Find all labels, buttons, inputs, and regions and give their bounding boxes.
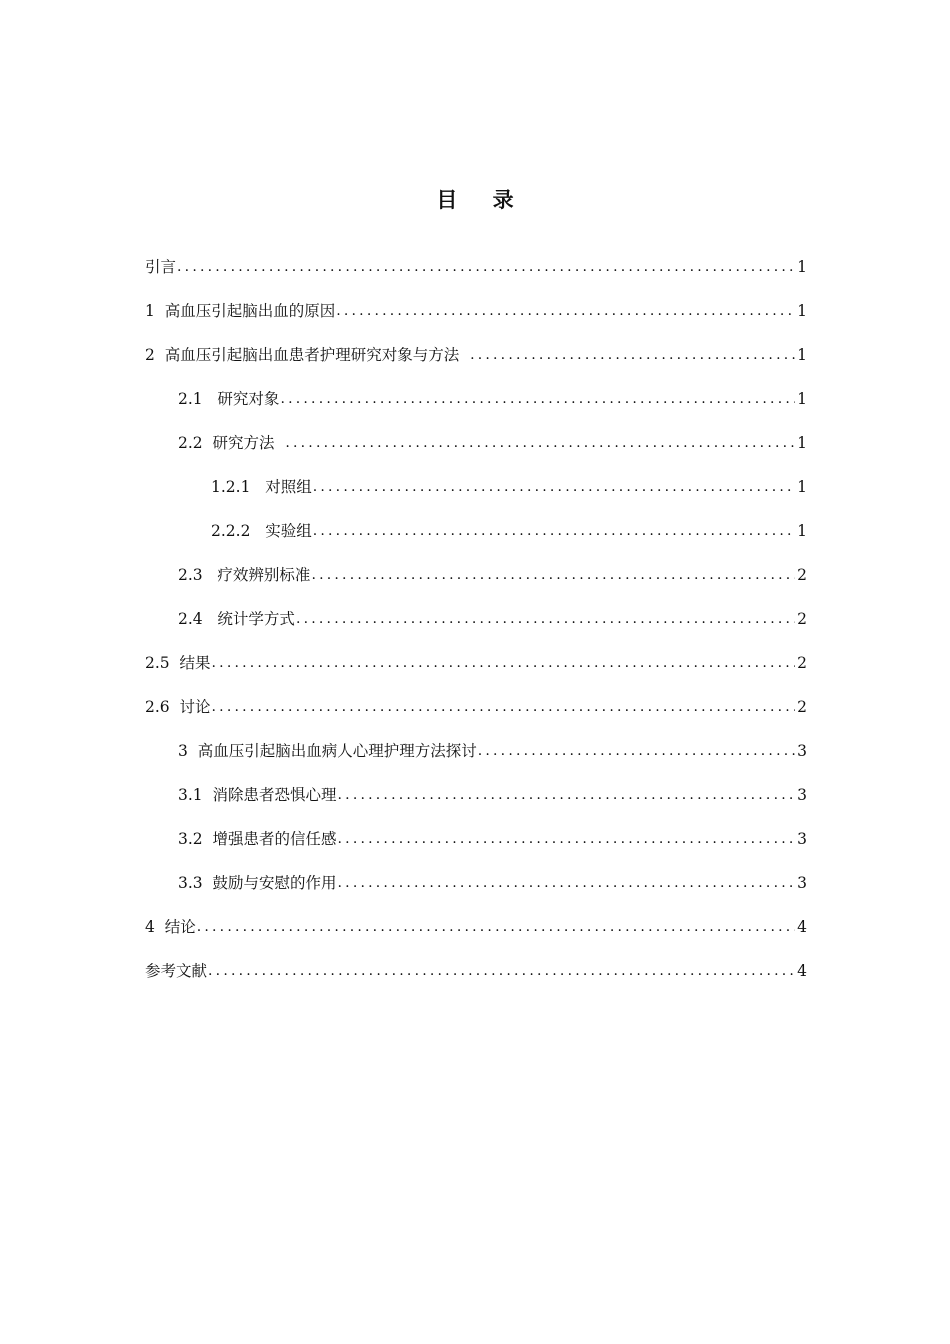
toc-entry[interactable] — [178, 556, 807, 586]
toc-entry-page: 1 — [797, 258, 807, 276]
toc-entry-label: 引言 — [145, 258, 177, 276]
toc-entry[interactable] — [145, 336, 807, 366]
toc-entry-page: 2 — [797, 654, 807, 672]
toc-entry-label: 2.2.2 实验组 — [211, 522, 312, 540]
toc-entry[interactable] — [178, 776, 807, 806]
toc-entry-page: 3 — [797, 786, 807, 804]
toc-entry-label: 参考文献 — [145, 962, 208, 980]
dot-leader — [338, 872, 796, 894]
toc-entry-label: 4 结论 — [145, 918, 196, 936]
toc-entry[interactable] — [145, 952, 807, 982]
toc-entry[interactable] — [178, 424, 807, 454]
toc-entry-page: 1 — [797, 434, 807, 452]
toc-entry-label: 3 高血压引起脑出血病人心理护理方法探讨 — [178, 742, 477, 760]
toc-entry[interactable] — [178, 864, 807, 894]
toc-entry-label: 2.5 结果 — [145, 654, 211, 672]
dot-leader — [470, 344, 795, 366]
dot-leader — [212, 652, 796, 674]
toc-entry-label: 2.2 研究方法 — [178, 434, 285, 452]
toc-entry-label: 2.1 研究对象 — [178, 390, 280, 408]
toc-entry[interactable] — [178, 732, 807, 762]
toc-entry[interactable] — [178, 380, 807, 410]
toc-entry-label: 3.1 消除患者恐惧心理 — [178, 786, 337, 804]
dot-leader — [338, 784, 796, 806]
dot-leader — [313, 520, 795, 542]
toc-entry-page: 1 — [797, 522, 807, 540]
dot-leader — [296, 608, 795, 630]
toc-entry-label: 2.3 疗效辨别标准 — [178, 566, 311, 584]
toc-entry-page: 3 — [797, 874, 807, 892]
dot-leader — [177, 256, 795, 278]
toc-entry-page: 3 — [797, 742, 807, 760]
dot-leader — [311, 564, 795, 586]
toc-entry-page: 1 — [797, 390, 807, 408]
toc-entry-page: 4 — [797, 918, 807, 936]
toc-entry-page: 3 — [797, 830, 807, 848]
dot-leader — [478, 740, 795, 762]
dot-leader — [208, 960, 795, 982]
toc-title: 目 录 — [436, 187, 528, 212]
toc-entry-label: 1 高血压引起脑出血的原因 — [145, 302, 336, 320]
dot-leader — [285, 432, 795, 454]
toc-entry[interactable] — [145, 292, 807, 322]
toc-entry-page: 2 — [797, 698, 807, 716]
dot-leader — [212, 696, 796, 718]
toc-entry[interactable] — [211, 468, 807, 498]
toc-entry-label: 3.2 增强患者的信任感 — [178, 830, 337, 848]
toc-entry-label: 3.3 鼓励与安慰的作用 — [178, 874, 337, 892]
toc-entry[interactable] — [145, 908, 807, 938]
dot-leader — [336, 300, 795, 322]
toc-entry-page: 1 — [797, 346, 807, 364]
toc-entry[interactable] — [145, 248, 807, 278]
toc-entry-page: 1 — [797, 478, 807, 496]
toc-entry[interactable] — [145, 644, 807, 674]
toc-entry-label: 2.6 讨论 — [145, 698, 211, 716]
toc-entry-page: 1 — [797, 302, 807, 320]
toc-entry-label: 2 高血压引起脑出血患者护理研究对象与方法 — [145, 346, 470, 364]
toc-entry[interactable] — [178, 600, 807, 630]
toc-entry-page: 2 — [797, 566, 807, 584]
toc-entry-label: 1.2.1 对照组 — [211, 478, 312, 496]
dot-leader — [313, 476, 795, 498]
toc-entry-page: 2 — [797, 610, 807, 628]
dot-leader — [197, 916, 795, 938]
toc-entry[interactable] — [211, 512, 807, 542]
toc-entry[interactable] — [178, 820, 807, 850]
toc-entry-page: 4 — [797, 962, 807, 980]
dot-leader — [280, 388, 795, 410]
toc-entry-label: 2.4 统计学方式 — [178, 610, 295, 628]
dot-leader — [338, 828, 796, 850]
toc-entry[interactable] — [145, 688, 807, 718]
